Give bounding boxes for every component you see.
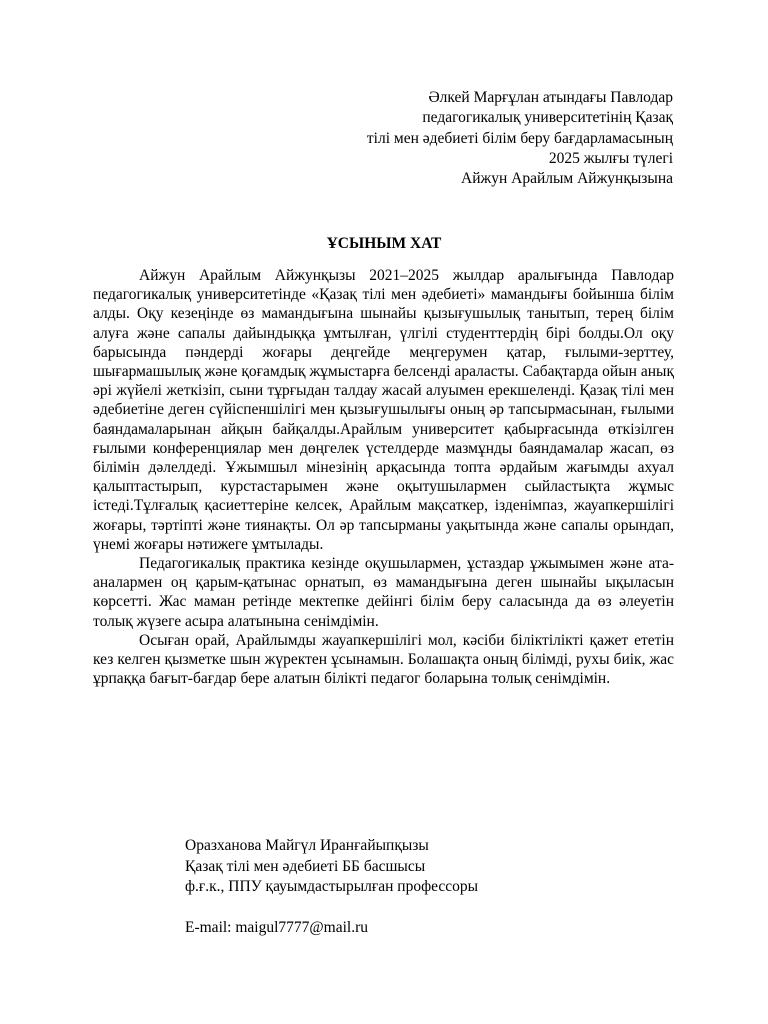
signer-name: Оразханова Майгүл Иранғайыпқызы: [185, 837, 429, 854]
signer-degree: ф.ғ.к., ППУ қауымдастырылған профессоры: [185, 878, 479, 895]
addressee-block: [253, 88, 673, 189]
body-paragraph: Педагогикалық практика кезінде оқушылармен, ұстаздар ұжымымен және ата-аналармен оң қарым-қатынас орнатып, өз мамандығына деген шынайы ықыласын көрсетті. Жас маман ретінде мектепке дейінгі білім беру саласында да өз әлеуетін толық жүзеге асыра алатынына сенімдімін.: [93, 555, 674, 630]
body-paragraph: Осыған орай, Арайлымды жауапкершілігі мол, кәсіби біліктілікті қажет ететін кез келген қызметке шын жүректен ұсынамын. Болашақта оның білімді, рухы биік, жас ұрпаққа бағыт-бағдар бере алатын білікті педагог боларына толық сенімдімін.: [93, 631, 674, 688]
addressee-line: Айжун Арайлым Айжунқызына: [461, 170, 673, 188]
body-paragraph: Айжун Арайлым Айжунқызы 2021–2025 жылдар аралығында Павлодар педагогикалық университетінде «Қазақ тілі мен әдебиеті» мамандығы бойынша білім алды. Оқу кезеңінде өз мамандығына шынайы қызығушылық танытып, терең білім алуға және сапалы дайындыққа ұмтылған, үлгілі студенттердің бірі болды.Ол оқу барысында пәндерді жоғары деңгейде меңгерумен қатар, ғылыми-зерттеу, шығармашылық және қоғамдық жұмыстарға белсенді араласты. Сабақтарда ойын анық әрі жүйелі жеткізіп, сыни тұрғыдан талдау жасай алуымен ерекшеленді. Қазақ тілі мен әдебиетіне деген сүйіспеншілігі мен қызығушылығы оның әр тапсырмасынан, ғылыми баяндамаларынан айқын байқалды.Арайлым университет қабырғасында өткізілген ғылыми конференциялар мен дөңгелек үстелдерде мазмұнды баяндамалар жасап, өз білімін дәлелдеді. Ұжымшыл мінезінің арқасында топта әрдайым жағымды ахуал қалыптастырып, курстастарымен және оқытушылармен сыйластықта жұмыс істеді.Тұлғалық қасиеттеріне келсек, Арайлым мақсаткер, ізденімпаз, жауапкершілігі жоғары, тәртіпті және тиянақты. Ол әр тапсырманы уақытында және сапалы орындап, үнемі жоғары нәтижеге ұмтылады.: [93, 267, 674, 553]
spacer: [185, 898, 665, 919]
signature-block: [185, 836, 665, 939]
addressee-line: педагогикалық университетінің Қазақ: [422, 109, 673, 127]
signer-email: E-mail: maigul7777@mail.ru: [185, 919, 369, 936]
document-title: ҰСЫНЫМ ХАТ: [326, 235, 442, 252]
addressee-line: тілі мен әдебиеті білім беру бағдарламасының: [366, 129, 673, 147]
addressee-line: 2025 жылғы түлегі: [548, 149, 673, 167]
signer-position: Қазақ тілі мен әдебиеті ББ басшысы: [185, 857, 426, 875]
addressee-line: Әлкей Марғұлан атындағы Павлодар: [428, 89, 673, 106]
letter-body: [93, 266, 674, 688]
